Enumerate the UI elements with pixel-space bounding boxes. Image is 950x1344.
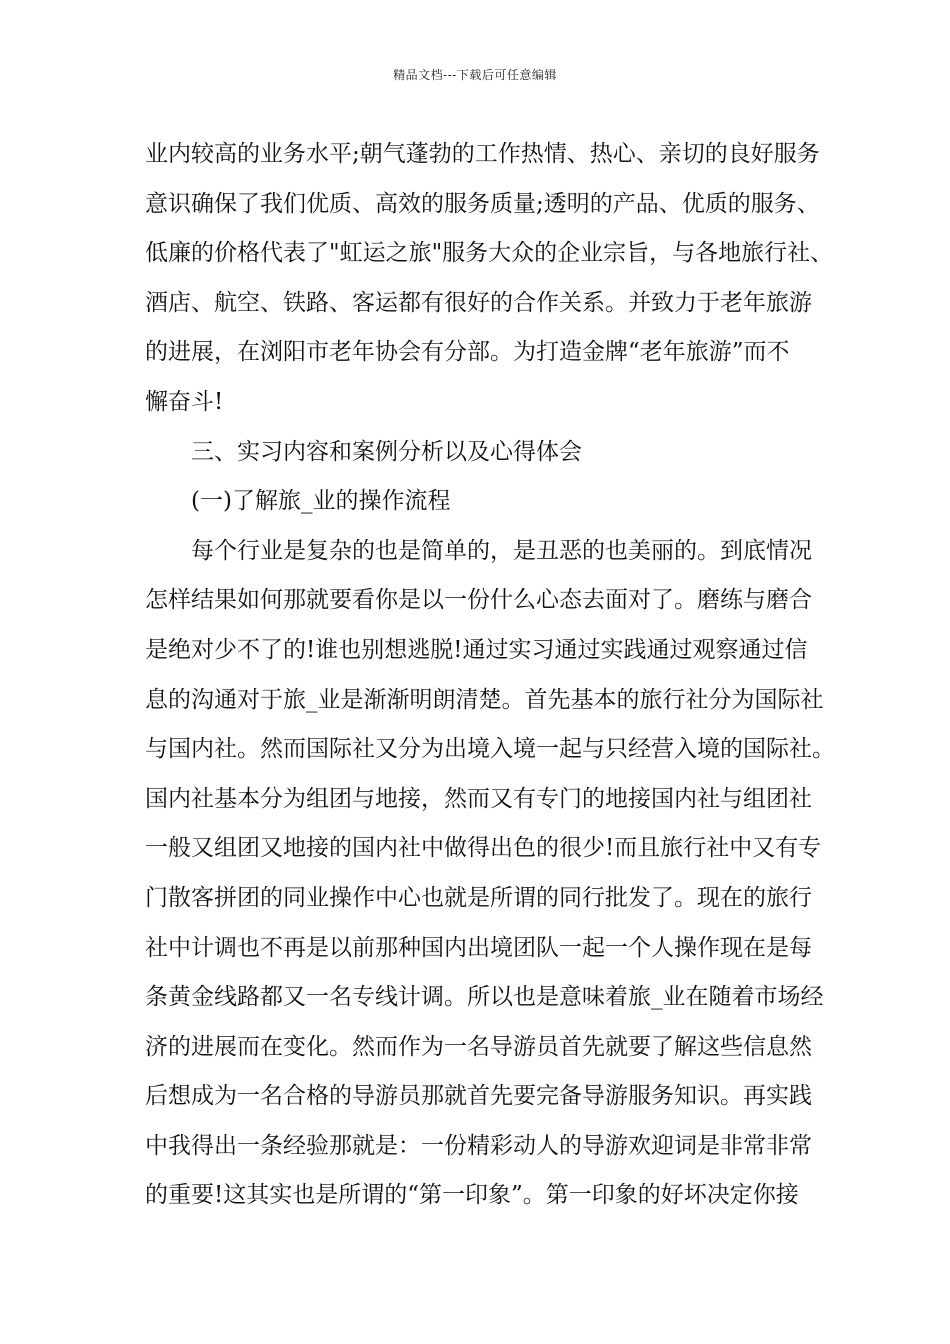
text-line: 酒店、航空、铁路、客运都有很好的合作关系。并致力于老年旅游 <box>145 289 812 316</box>
text-line: 低廉的价格代表了"虹运之旅"服务大众的企业宗旨，与各地旅行社、 <box>145 240 834 267</box>
text-line: 国内社基本分为组团与地接，然而又有专门的地接国内社与组团社 <box>145 785 812 812</box>
text-line: 中我得出一条经验那就是：一份精彩动人的导游欢迎词是非常非常 <box>145 1132 812 1159</box>
text-line: 济的进展而在变化。然而作为一名导游员首先就要了解这些信息然 <box>145 1033 812 1060</box>
text-line: 的重要!这其实也是所谓的“第一印象”。第一印象的好坏决定你接 <box>145 1182 799 1209</box>
text-line: 怎样结果如何那就要看你是以一份什么心态去面对了。磨练与磨合 <box>145 587 812 614</box>
text-line: 意识确保了我们优质、高效的服务质量;透明的产品、优质的服务、 <box>145 190 820 217</box>
page-header: 精品文档---下载后可任意编辑 <box>393 68 557 82</box>
text-line: 一般又组团又地接的国内社中做得出色的很少!而且旅行社中又有专 <box>145 835 822 862</box>
section-heading: 三、实习内容和案例分析以及心得体会 <box>191 438 582 465</box>
text-line: 息的沟通对于旅_业是渐渐明朗清楚。首先基本的旅行社分为国际社 <box>145 686 824 713</box>
document-body <box>145 130 835 1221</box>
text-line: 后想成为一名合格的导游员那就首先要完备导游服务知识。再实践 <box>145 1083 812 1110</box>
paragraph-start-line: 每个行业是复杂的也是简单的，是丑恶的也美丽的。到底情况 <box>191 537 812 564</box>
text-line: 与国内社。然而国际社又分为出境入境一起与只经营入境的国际社。 <box>145 736 835 763</box>
text-line: 的进展，在浏阳市老年协会有分部。为打造金牌“老年旅游”而不 <box>145 339 790 366</box>
text-line: 社中计调也不再是以前那种国内出境团队一起一个人操作现在是每 <box>145 934 812 961</box>
text-line: 业内较高的业务水平;朝气蓬勃的工作热情、热心、亲切的良好服务 <box>145 141 820 167</box>
subsection-heading: (一)了解旅_业的操作流程 <box>191 488 451 515</box>
text-line: 懈奋斗! <box>145 388 224 415</box>
text-line: 条黄金线路都又一名专线计调。所以也是意味着旅_业在随着市场经 <box>145 984 824 1011</box>
text-line: 是绝对少不了的!谁也别想逃脱!通过实习通过实践通过观察通过信 <box>145 636 808 663</box>
text-line: 门散客拼团的同业操作中心也就是所谓的同行批发了。现在的旅行 <box>145 884 812 911</box>
